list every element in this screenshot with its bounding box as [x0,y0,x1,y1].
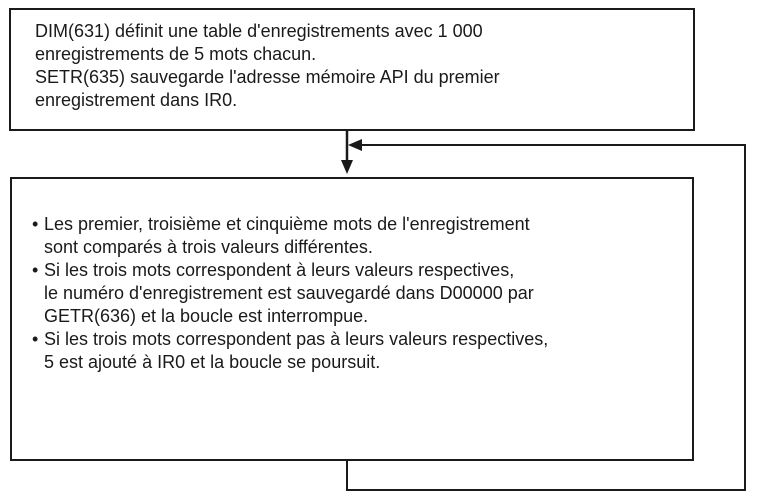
loop-step-item [32,213,692,259]
init-step-line: SETR(635) sauvegarde l'adresse mémoire API du premier [35,67,500,87]
loop-step-item [32,259,692,328]
flow-arrowhead-down [341,160,353,174]
loop-step-line: Les premier, troisième et cinquième mots de l'enregistrement [44,214,530,234]
bullet-icon: • [32,260,39,280]
loop-step-line: 5 est ajouté à IR0 et la boucle se poursuit. [44,352,381,372]
loop-step-item [32,328,692,374]
loop-step-line: sont comparés à trois valeurs différentes. [44,237,373,257]
loop-step-line: GETR(636) et la boucle est interrompue. [44,306,369,326]
loop-step-line: Si les trois mots correspondent pas à leurs valeurs respectives, [44,329,549,349]
init-step-line: enregistrements de 5 mots chacun. [35,44,317,64]
loop-step-line: le numéro d'enregistrement est sauvegardé dans D00000 par [44,283,534,303]
init-step-line: enregistrement dans IR0. [35,90,238,110]
loop-step-line: Si les trois mots correspondent à leurs valeurs respectives, [44,260,515,280]
loop-back-arrowhead [348,139,362,151]
bullet-icon: • [32,214,39,234]
init-step-line: DIM(631) définit une table d'enregistrements avec 1 000 [35,21,483,41]
loop-step-box [10,177,694,461]
bullet-icon: • [32,329,39,349]
